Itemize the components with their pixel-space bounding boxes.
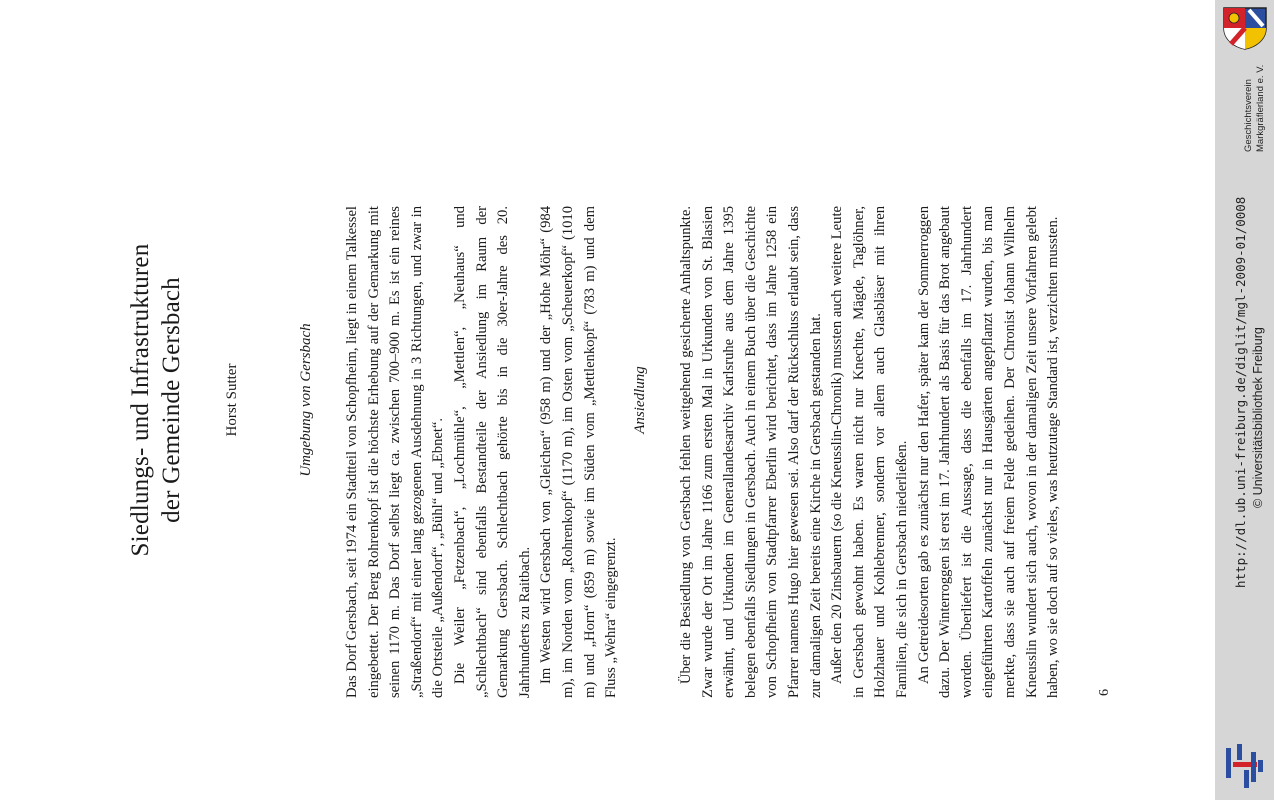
section-body-ansiedlung xyxy=(676,206,1065,698)
ub-freiburg-logo-icon xyxy=(1223,742,1267,792)
paragraph: An Getreidesorten gab es zunächst nur den Hafer, später kam der Sommerroggen dazu. Der Winterroggen ist erst im 17. Jahrhundert als Basis für das Brot angebaut worden. Überliefert ist die Aussage, dass die ebenfalls im 17. Jahrhundert eingeführten Kartoffeln zunächst nur in Hausgärten angepflanzt wurden, bis man merkte, dass sie auch auf freiem Felde gedeihen. Der Chronist Johann Wilhelm Kneusslin wundert sich auch, wovon in der damaligen Zeit unsere Vorfahren gelebt haben, wo sie doch auf so vieles, was heutzutage Standard ist, verzichten mussten. xyxy=(915,206,1062,698)
society-name-line-1: Geschichtsverein xyxy=(1243,79,1254,152)
paragraph: Die Weiler „Fetzenbach“, „Lochmühle“, „Mettlen“, „Neuhaus“ und „Schlechtbach“ sind ebenfalls Bestandteile der Ansiedlung im Raum der Gemarkung Gersbach. Schlechtbach gehörte bis in die 30er-Jahre des 20. Jahrhunderts zu Raitbach. xyxy=(451,206,533,698)
title-line-2: der Gemeinde Gersbach xyxy=(158,277,185,523)
paragraph: Im Westen wird Gersbach von „Gleichen“ (958 m) und der „Hohe Möhr“ (984 m), im Norden vom „Rohrenkopf“ (1170 m), im Osten vom „Scheuerkopf“ (1010 m) und „Horn“ (859 m) sowie im Süden vom „Mettlenkopf“ (783 m) und dem Fluss „Wehra“ eingegrenzt. xyxy=(538,206,620,698)
coat-of-arms-icon xyxy=(1221,6,1269,50)
viewer-sidebar xyxy=(1215,0,1274,800)
paragraph: Außer den 20 Zinsbauern (so die Kneusslin-Chronik) mussten auch weitere Leute in Gersbach gewohnt haben. Es waren nicht nur Knechte, Mägde, Taglöhner, Holzhauer und Kohlebrenner, sondern vor allem auch Glasbläser mit ihren Familien, die sich in Gersbach niederließen. xyxy=(829,206,910,698)
section-heading-ansiedlung: Ansiedlung xyxy=(632,366,648,434)
title-line-1: Siedlungs- und Infrastrukturen xyxy=(127,243,154,557)
page-number: 6 xyxy=(1097,689,1112,696)
section-heading-umgebung: Umgebung von Gersbach xyxy=(298,323,314,477)
paragraph: Das Dorf Gersbach, seit 1974 ein Stadtteil von Schopfheim, liegt in einem Talkessel eingebettet. Der Berg Rohrenkopf ist die höchste Erhebung auf der Gemarkung mit seinen 1170 m. Das Dorf selbst liegt ca. zwischen 700–900 m. Es ist ein reines „Straßendorf“ mit einer lang gezogenen Ausdehnung in 3 Richtungen, und zwar in die Ortsteile „Außendorf“, „Bühl“ und „Ebnet“. xyxy=(344,206,447,698)
document-title xyxy=(125,0,187,800)
section-body-umgebung xyxy=(342,206,623,698)
copyright-notice: © Universitätsbibliothek Freiburg xyxy=(1251,327,1265,508)
author-name: Horst Sutter xyxy=(224,363,240,437)
paragraph: Über die Besiedlung von Gersbach fehlen weitgehend gesicherte Anhaltspunkte. Zwar wurde der Ort im Jahre 1166 zum ersten Mal in Urkunden von St. Blasien erwähnt, und Urkunden im Generallandesarchiv Karlsruhe aus dem Jahre 1395 belegen ebenfalls Siedlungen in Gersbach. Auch in einem Buch über die Geschichte von Schopfheim von Stadtpfarrer Eberlin wird berichtet, dass im Jahre 1258 ein Pfarrer namens Hugo hier gewesen sei. Also darf der Rückschluss erlaubt sein, dass zur damaligen Zeit bereits eine Kirche in Gersbach gestanden hat. xyxy=(678,206,824,698)
source-url-link[interactable]: http://dl.ub.uni-freiburg.de/diglit/mgl-2009-01/0008 xyxy=(1233,196,1248,588)
society-name-line-2: Markgräflerland e. V. xyxy=(1255,64,1266,152)
